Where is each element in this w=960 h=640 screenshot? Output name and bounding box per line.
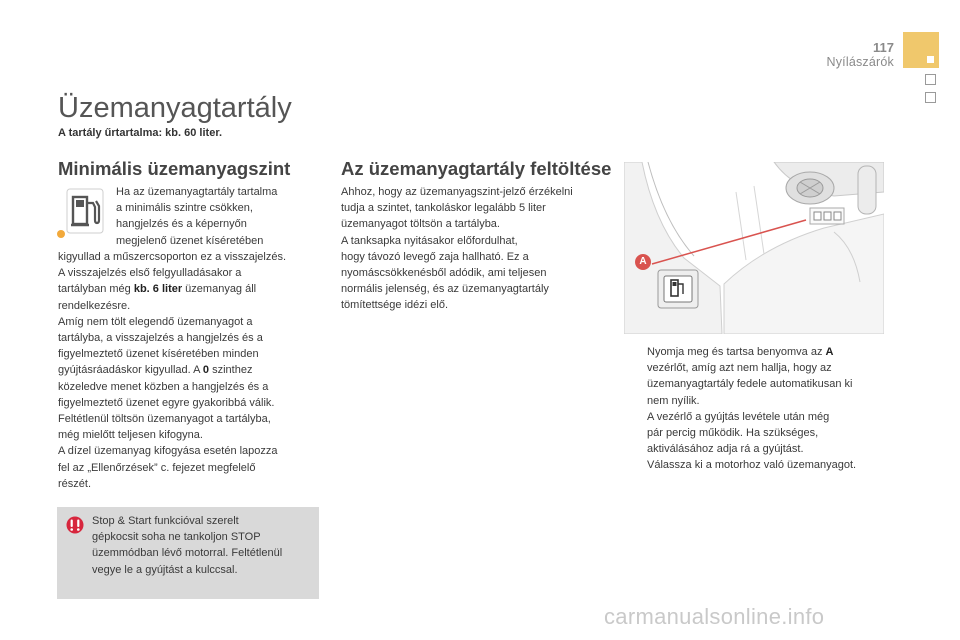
text-line: közeledve menet közben a hangjelzés és a (58, 380, 269, 393)
bold-value: kb. 6 liter (133, 283, 183, 296)
chapter-tab-active (903, 32, 939, 68)
text-line: tömítettsége idézi elő. (341, 299, 449, 312)
text-line: A vezérlő a gyújtás levétele után még (647, 410, 830, 423)
tab-marker-icon (927, 56, 934, 63)
text-line: gyújtásráadáskor kigyullad. A 0 szinthez (58, 364, 253, 377)
text-line: Ha az üzemanyagtartály tartalma (116, 186, 278, 198)
bold-value: 0 (202, 364, 210, 377)
watermark-text: carmanualsonline.info (604, 604, 825, 629)
text-line: gépkocsit soha ne tankoljon STOP (92, 531, 261, 544)
text-line: figyelmeztető üzenet egyre gyakoribbá válik. (58, 396, 275, 409)
section-heading-minimum-level: Minimális üzemanyagszint (58, 158, 291, 179)
text-line: pár percig működik. Ha szükséges, (647, 427, 819, 440)
text-line: üzemanyagot töltsön a tartályba. (341, 218, 500, 231)
text-line: vegye le a gyújtást a kulccsal. (92, 563, 238, 576)
text-line: tartályban még kb. 6 liter üzemanyag áll (58, 283, 257, 296)
chapter-tab-inactive (925, 74, 936, 85)
text-line: Amíg nem tölt elegendő üzemanyagot a (58, 315, 253, 328)
bold-value: A (825, 346, 834, 358)
callout-a-badge: A (635, 254, 651, 270)
list-item (620, 344, 888, 457)
text-line: nyomáscsökkenésből adódik, ami teljesen (341, 267, 547, 280)
text-line: nem nyílik. (647, 394, 700, 407)
list-item (620, 457, 888, 473)
text-line: üzemanyagtartály fedele automatikusan ki (647, 378, 853, 391)
car-interior-photo (624, 162, 884, 334)
text-line: aktiválásához adja rá a gyújtást. (647, 443, 804, 456)
exclamation-warning-icon (66, 516, 84, 534)
text-line: hogy távozó levegő zaja hallható. Ez a (341, 250, 529, 263)
section-name: Nyílászárók (826, 55, 894, 69)
text-line: részét. (58, 477, 92, 490)
text-line: A dízel üzemanyag kifogyása esetén lapozza (58, 445, 278, 458)
text-line: A tanksapka nyitásakor előfordulhat, (341, 234, 518, 247)
text-line: tartályba, a visszajelzés a hangjelzés és a (58, 332, 263, 345)
text-line: figyelmeztető üzenet kíséretében minden (58, 348, 259, 361)
refuelling-paragraph (341, 184, 611, 314)
page-number: 117 (873, 40, 894, 55)
text-line: vezérlőt, amíg azt nem hallja, hogy az (647, 362, 832, 375)
warning-indicator-icon (57, 230, 65, 238)
text-line: még mielőtt teljesen kifogyna. (58, 429, 203, 442)
text-line: Feltétlenül töltsön üzemanyagot a tartályba, (58, 413, 271, 426)
text-line: A visszajelzés első felgyulladásakor a (58, 267, 242, 280)
text-line: Nyomja meg és tartsa benyomva az A (647, 346, 834, 358)
text-line: a minimális szintre csökken, (116, 202, 253, 215)
text-line: Stop & Start funkcióval szerelt (92, 515, 239, 527)
text-line: normális jelenség, és az üzemanyagtartály (341, 283, 549, 296)
page-subtitle: A tartály űrtartalma: kb. 60 liter. (58, 127, 223, 139)
text-line: rendelkezésre. (58, 299, 131, 312)
text-line: tudja a szintet, tankoláskor legalább 5 liter (341, 202, 546, 215)
chapter-tab-inactive (925, 92, 936, 103)
instruction-list (620, 344, 888, 474)
indented-paragraph (116, 184, 316, 249)
text-line: fel az „Ellenőrzések” c. fejezet megfelelő (58, 461, 256, 474)
text-line: Ahhoz, hogy az üzemanyagszint-jelző érzékelni (341, 186, 573, 198)
warning-text (92, 513, 314, 578)
section-heading-refuelling: Az üzemanyagtartály feltöltése (341, 158, 612, 179)
minimum-level-paragraph (58, 249, 320, 492)
text-line: üzemmódban lévő motorral. Feltétlenül (92, 547, 283, 560)
text-line: Válassza ki a motorhoz való üzemanyagot. (647, 459, 857, 472)
text-line: megjelenő üzenet kíséretében (116, 234, 264, 247)
page-title: Üzemanyagtartály (58, 92, 292, 124)
fuel-pump-icon (66, 188, 104, 234)
dashboard-illustration (624, 162, 884, 334)
text-line: kigyullad a műszercsoporton ez a visszajelzés. (58, 251, 287, 263)
text-line: hangjelzés és a képernyőn (116, 218, 247, 231)
